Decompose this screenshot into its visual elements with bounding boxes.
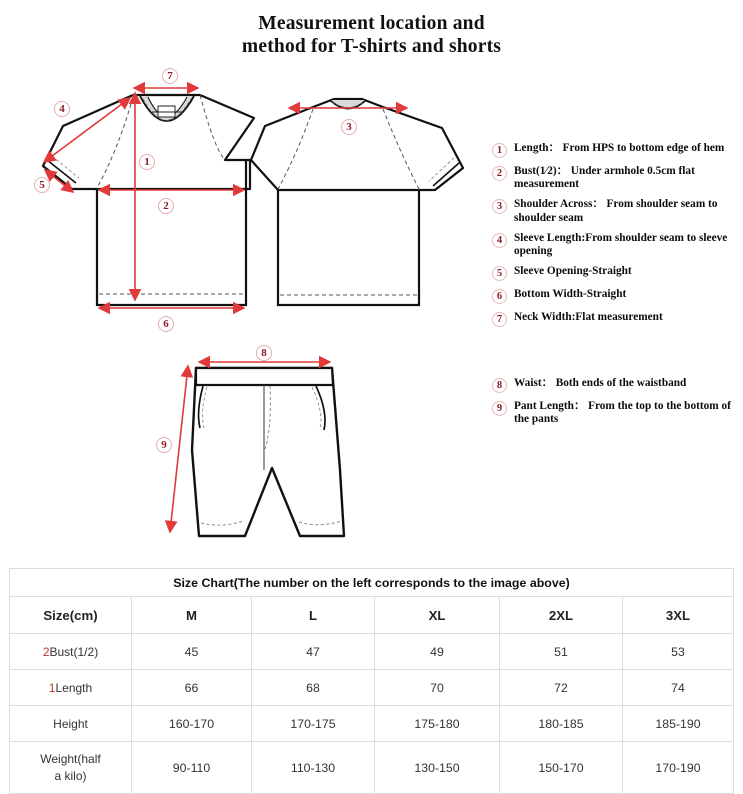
diagram-marker-8: 8	[256, 345, 272, 361]
cell-weight-2xl: 150-170	[500, 742, 623, 794]
legend-number-2: 2	[492, 166, 507, 181]
legend-item-8	[492, 377, 742, 393]
legend-item-7	[492, 311, 738, 327]
shorts-illustration	[170, 362, 344, 536]
front-tshirt-illustration	[43, 88, 254, 308]
legend-number-8: 8	[492, 378, 507, 393]
size-chart-table	[9, 568, 734, 794]
cell-length-m: 66	[132, 670, 252, 706]
row-label-length	[10, 670, 132, 706]
cell-length-xl: 70	[375, 670, 500, 706]
legend-number-1: 1	[492, 143, 507, 158]
diagram-marker-2: 2	[158, 198, 174, 214]
legend-number-5: 5	[492, 266, 507, 281]
legend-number-4: 4	[492, 233, 507, 248]
row-name-bust: Bust(1/2)	[49, 644, 99, 659]
legend-item-9	[492, 400, 742, 426]
legend-label-4: Sleeve Length:From shoulder seam to sleeve opening	[514, 231, 728, 258]
legend-number-9: 9	[492, 401, 507, 416]
diagram-marker-9: 9	[156, 437, 172, 453]
cell-bust-2xl: 51	[500, 634, 623, 670]
legend-label-3: Shoulder Across： From shoulder seam to shoulder seam	[514, 198, 718, 224]
cell-height-2xl: 180-185	[500, 706, 623, 742]
size-chart-caption-row	[10, 569, 734, 597]
legend-label-8: Waist： Both ends of the waistband	[514, 377, 687, 389]
cell-length-l: 68	[252, 670, 375, 706]
column-header-l: L	[252, 597, 375, 634]
column-header-m: M	[132, 597, 252, 634]
legend-item-2	[492, 165, 738, 191]
size-chart-header-row	[10, 597, 734, 634]
column-header-size: Size(cm)	[10, 597, 132, 634]
cell-bust-m: 45	[132, 634, 252, 670]
cell-height-xl: 175-180	[375, 706, 500, 742]
diagram-marker-1: 1	[139, 154, 155, 170]
legend-label-1: Length： From HPS to bottom edge of hem	[514, 142, 725, 154]
row-label-bust	[10, 634, 132, 670]
diagram-marker-4: 4	[54, 101, 70, 117]
cell-length-2xl: 72	[500, 670, 623, 706]
legend-label-5: Sleeve Opening-Straight	[514, 265, 632, 278]
legend-number-3: 3	[492, 199, 507, 214]
legend-item-6	[492, 288, 738, 304]
cell-bust-xl: 49	[375, 634, 500, 670]
legend-number-6: 6	[492, 289, 507, 304]
legend-shorts	[492, 377, 742, 426]
legend-item-1	[492, 142, 738, 158]
legend-label-7: Neck Width:Flat measurement	[514, 311, 663, 324]
cell-bust-3xl: 53	[623, 634, 734, 670]
cell-length-3xl: 74	[623, 670, 734, 706]
diagram-marker-5: 5	[34, 177, 50, 193]
cell-height-m: 160-170	[132, 706, 252, 742]
row-index-bust: 2	[42, 644, 50, 659]
row-label-height: Height	[10, 706, 132, 742]
row-name-length: Length	[55, 680, 93, 695]
legend-number-7: 7	[492, 312, 507, 327]
cell-weight-l: 110-130	[252, 742, 375, 794]
diagram-marker-7: 7	[162, 68, 178, 84]
page-title-line-1: Measurement location and	[258, 13, 485, 34]
legend-item-4	[492, 232, 738, 258]
back-tshirt-illustration	[251, 99, 463, 305]
diagram-marker-3: 3	[341, 119, 357, 135]
cell-height-3xl: 185-190	[623, 706, 734, 742]
table-row	[10, 706, 734, 742]
legend-tshirt	[492, 142, 738, 327]
cell-height-l: 170-175	[252, 706, 375, 742]
cell-weight-3xl: 170-190	[623, 742, 734, 794]
column-header-3xl: 3XL	[623, 597, 734, 634]
cell-bust-l: 47	[252, 634, 375, 670]
size-chart-caption: Size Chart(The number on the left corresponds to the image above)	[10, 569, 734, 597]
table-row	[10, 670, 734, 706]
page-title-line-2: method for T-shirts and shorts	[241, 36, 502, 57]
diagram-marker-6: 6	[158, 316, 174, 332]
row-label-weight: Weight(half a kilo)	[10, 742, 132, 794]
row-index-length: 1	[48, 680, 56, 695]
table-row	[10, 634, 734, 670]
legend-item-3	[492, 198, 738, 224]
legend-label-6: Bottom Width-Straight	[514, 288, 627, 301]
column-header-2xl: 2XL	[500, 597, 623, 634]
legend-item-5	[492, 265, 738, 281]
cell-weight-m: 90-110	[132, 742, 252, 794]
table-row	[10, 742, 734, 794]
column-header-xl: XL	[375, 597, 500, 634]
legend-label-9: Pant Length： From the top to the bottom of the pants	[514, 400, 731, 426]
cell-weight-xl: 130-150	[375, 742, 500, 794]
legend-label-2: Bust(1⁄2)： Under armhole 0.5cm flat measurement	[514, 165, 695, 191]
